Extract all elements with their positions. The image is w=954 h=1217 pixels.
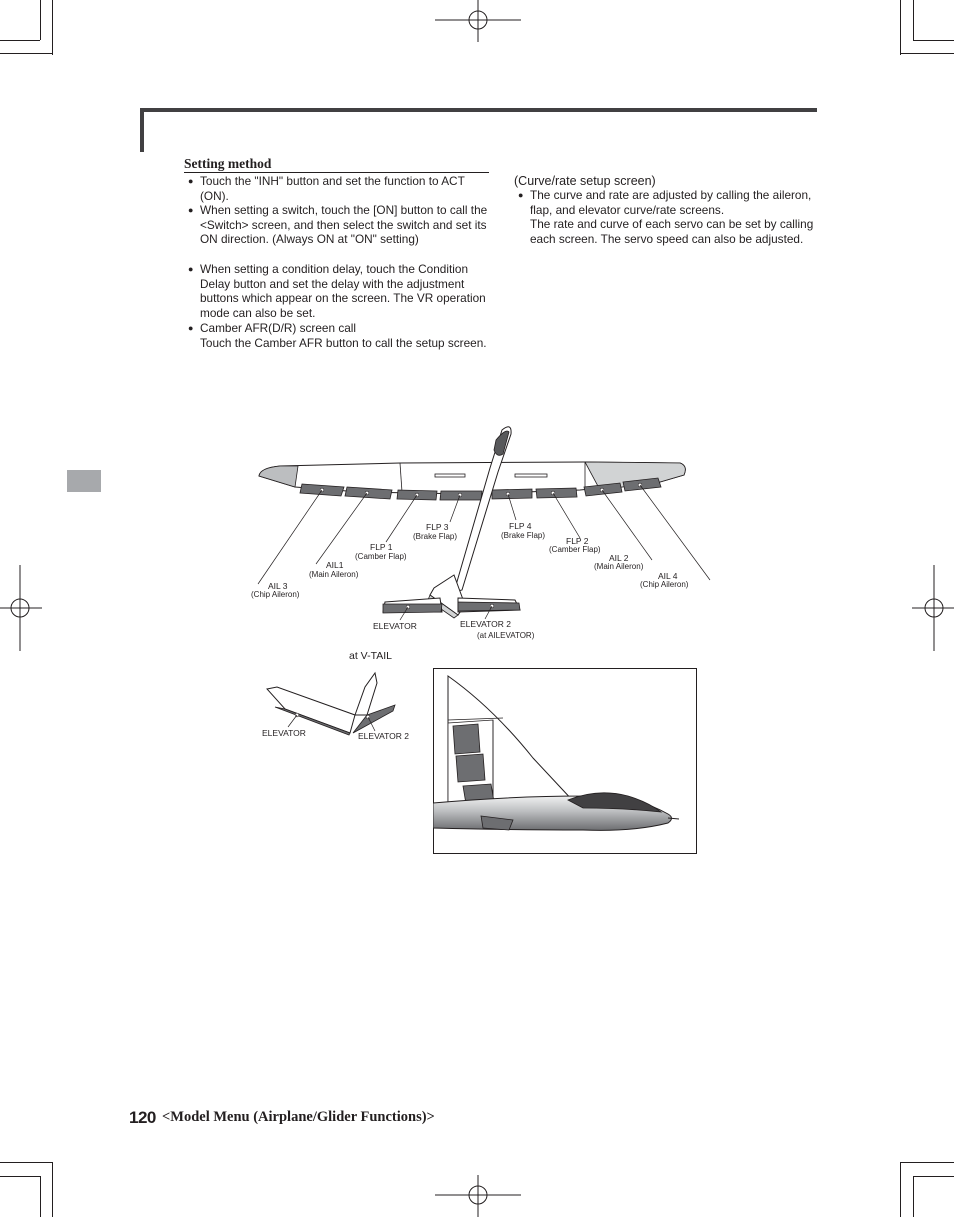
label-ail4-sub: (Chip Aileron) — [640, 580, 689, 589]
bullet-item — [188, 174, 488, 203]
crop-mark — [52, 1162, 53, 1217]
crop-mark — [900, 0, 901, 55]
curve-bullet — [518, 188, 820, 247]
bullet-dot-icon: ● — [518, 190, 524, 200]
bullet-dot-icon: ● — [188, 176, 194, 186]
label-ail3-sub: (Chip Aileron) — [251, 590, 300, 599]
bullet-text: Camber AFR(D/R) screen call — [200, 321, 357, 335]
elevator-surface — [383, 604, 442, 613]
bullet-text: When setting a condition delay, touch the Condition Delay button and set the delay with the adjustment buttons which appear on the screen. The VR operation mode can also be set. — [200, 262, 486, 321]
bullet-subtext: Touch the Camber AFR button to call the setup screen. — [200, 335, 487, 350]
wing-tip-shading-left — [259, 466, 298, 487]
crop-mark — [40, 0, 41, 40]
header-rule — [140, 108, 817, 112]
vtail-label-elevator2: ELEVATOR 2 — [358, 731, 410, 741]
vtail-label-elevator: ELEVATOR — [262, 728, 306, 738]
registration-mark-left — [0, 565, 46, 651]
elevator2-surface — [458, 602, 520, 611]
crop-mark — [0, 1176, 40, 1177]
bullet-text: When setting a switch, touch the [ON] button to call the <Switch> screen, and then select the switch and set its ON direction. (Always ON at "ON" setting) — [200, 203, 488, 247]
label-flp3: FLP 3 — [426, 522, 449, 532]
label-elevator2: ELEVATOR 2 — [460, 619, 512, 629]
bullet-item — [188, 321, 488, 350]
crop-mark — [0, 1162, 52, 1163]
registration-mark-top — [435, 0, 521, 46]
crop-mark — [900, 1162, 954, 1163]
crop-mark — [52, 0, 53, 55]
label-elevator: ELEVATOR — [373, 621, 417, 631]
closeup-servo-2 — [456, 754, 485, 782]
header-rule-left — [140, 108, 144, 152]
label-flp4: FLP 4 — [509, 521, 532, 531]
crop-mark — [0, 53, 52, 54]
crop-mark — [900, 53, 954, 54]
bullet-text: Touch the "INH" button and set the function to ACT (ON). — [200, 174, 465, 203]
registration-mark-bottom — [435, 1175, 521, 1217]
label-flp1: FLP 1 — [370, 542, 393, 552]
bullet-text: The curve and rate are adjusted by calling the aileron, flap, and elevator curve/rate screens. — [530, 188, 812, 217]
page-number: 120 — [129, 1108, 156, 1127]
crop-mark — [900, 1162, 901, 1217]
label-flp3-sub: (Brake Flap) — [413, 532, 458, 541]
vtail-title: at V-TAIL — [349, 650, 392, 662]
flp4-surface — [492, 489, 532, 499]
label-flp2: FLP 2 — [566, 536, 589, 546]
label-flp1-sub: (Camber Flap) — [355, 552, 407, 561]
section-title-rule — [184, 172, 489, 173]
vtail-right-surface — [355, 673, 377, 715]
label-ail2-sub: (Main Aileron) — [594, 562, 644, 571]
glider-servo-diagram — [240, 420, 720, 650]
label-ail3: AIL 3 — [268, 581, 288, 591]
crop-mark — [0, 40, 40, 41]
crop-mark — [913, 1176, 914, 1217]
bullet-dot-icon: ● — [188, 264, 194, 274]
bullet-item — [188, 262, 488, 321]
label-ail1-sub: (Main Aileron) — [309, 570, 359, 579]
curve-section-heading: (Curve/rate setup screen) — [514, 174, 656, 188]
curve-paragraph: The rate and curve of each servo can be set by calling each screen. The servo speed can also be adjusted. — [530, 217, 814, 247]
label-ail4: AIL 4 — [658, 571, 678, 581]
flp2-surface — [536, 488, 577, 498]
label-flp4-sub: (Brake Flap) — [501, 531, 546, 540]
vtail-left-surface — [267, 687, 355, 733]
closeup-servo-1 — [453, 724, 480, 754]
crop-mark — [913, 40, 954, 41]
label-elevator2-sub: (at AILEVATOR) — [477, 631, 535, 640]
footer-title: <Model Menu (Airplane/Glider Functions)> — [162, 1109, 435, 1125]
section-title: Setting method — [184, 156, 272, 171]
vtail-diagram — [255, 645, 425, 750]
tail-closeup-figure — [433, 668, 697, 854]
bullet-dot-icon: ● — [188, 323, 194, 333]
crop-mark — [913, 0, 914, 40]
label-ail1: AIL1 — [326, 560, 344, 570]
bullet-dot-icon: ● — [188, 205, 194, 215]
registration-mark-right — [908, 565, 954, 651]
bullet-item — [188, 203, 488, 247]
chapter-side-tab — [67, 470, 101, 492]
crop-mark — [913, 1176, 954, 1177]
label-ail2: AIL 2 — [609, 553, 629, 563]
label-flp2-sub: (Camber Flap) — [549, 545, 601, 554]
crop-mark — [40, 1176, 41, 1217]
